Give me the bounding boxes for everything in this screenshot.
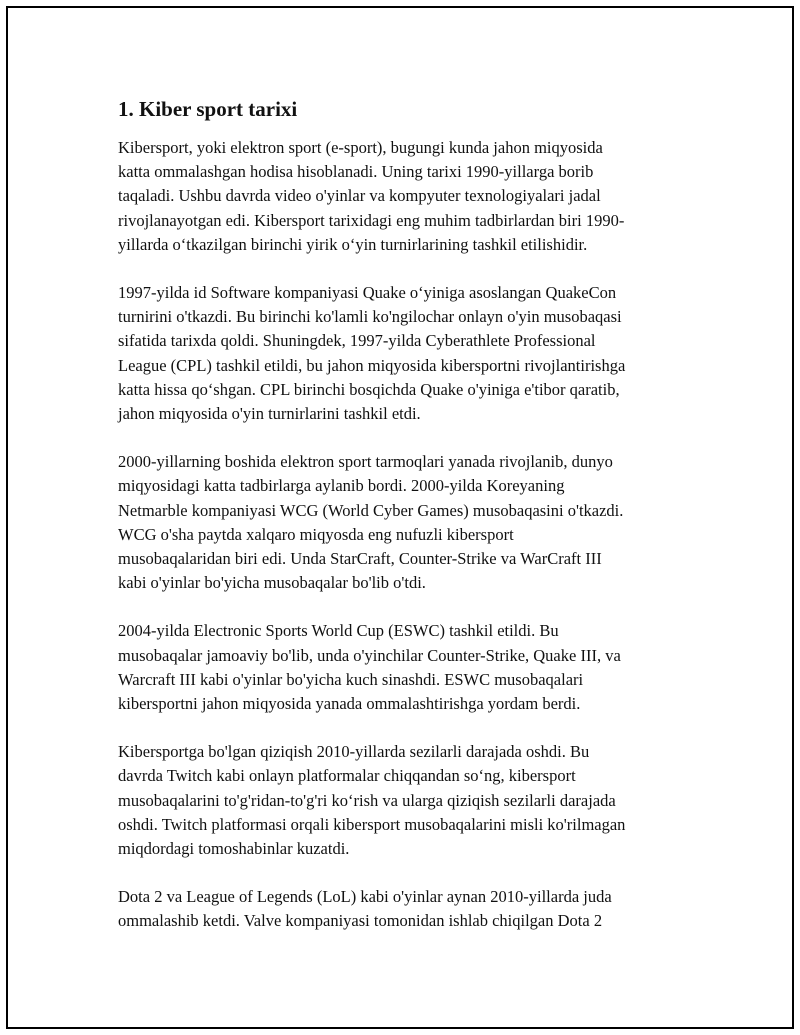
text-line: katta hissa qo‘shgan. CPL birinchi bosqichda Quake o'yiniga e'tibor qaratib, — [118, 379, 620, 399]
text-line: Netmarble kompaniyasi WCG (World Cyber Games) musobaqasini o'tkazdi. — [118, 500, 624, 520]
text-line: Kibersport, yoki elektron sport (e-sport), bugungi kunda jahon miqyosida — [118, 138, 603, 157]
text-line: 2004-yilda Electronic Sports World Cup (ESWC) tashkil etildi. Bu — [118, 621, 559, 641]
text-line: yillarda o‘tkazilgan birinchi yirik o‘yin turnirlarining tashkil etilishidir. — [118, 234, 588, 254]
document-content — [118, 96, 698, 958]
text-line: kabi o'yinlar bo'yicha musobaqalar bo'lib o'tdi. — [118, 573, 426, 593]
paragraph — [118, 136, 698, 257]
text-line: League (CPL) tashkil etildi, bu jahon miqyosida kibersportni rivojlantirishga — [118, 355, 626, 375]
text-line: davrda Twitch kabi onlayn platformalar chiqqandan so‘ng, kibersport — [118, 766, 576, 786]
text-line: kibersportni jahon miqyosida yanada ommalashtirishga yordam berdi. — [118, 694, 581, 714]
text-line: miqdordagi tomoshabinlar kuzatdi. — [118, 839, 350, 859]
text-line: ommalashib ketdi. Valve kompaniyasi tomonidan ishlab chiqilgan Dota 2 — [118, 911, 603, 931]
text-line: jahon miqyosida o'yin turnirlarini tashkil etdi. — [118, 404, 421, 424]
text-line: sifatida tarixda qoldi. Shuningdek, 1997-yilda Cyberathlete Professional — [118, 331, 596, 351]
paragraph — [118, 281, 698, 426]
text-line: katta ommalashgan hodisa hisoblanadi. Uning tarixi 1990-yillarga borib — [118, 162, 594, 182]
text-line: Warcraft III kabi o'yinlar bo'yicha kuch sinashdi. ESWC musobaqalari — [118, 669, 584, 689]
text-line: Dota 2 va League of Legends (LoL) kabi o'yinlar aynan 2010-yillarda juda — [118, 887, 612, 907]
paragraph — [118, 740, 698, 861]
section-title: 1. Kiber sport tarixi — [118, 97, 298, 121]
text-line: oshdi. Twitch platformasi orqali kibersport musobaqalarini misli ko'rilmagan — [118, 814, 626, 834]
paragraph — [118, 450, 698, 595]
text-line: musobaqalarini to'g'ridan-to'g'ri ko‘rish va ularga qiziqish sezilarli darajada — [118, 790, 616, 810]
paragraph-list — [118, 136, 698, 934]
text-line: turnirini o'tkazdi. Bu birinchi ko'lamli ko'ngilochar onlayn o'yin musobaqasi — [118, 307, 622, 327]
text-line: 1997-yilda id Software kompaniyasi Quake o‘yiniga asoslangan QuakeCon — [118, 283, 617, 303]
text-line: musobaqalaridan biri edi. Unda StarCraft, Counter-Strike va WarCraft III — [118, 549, 602, 569]
paragraph — [118, 619, 698, 716]
text-line: 2000-yillarning boshida elektron sport tarmoqlari yanada rivojlanib, dunyo — [118, 452, 613, 472]
text-line: miqyosidagi katta tadbirlarga aylanib bordi. 2000-yilda Koreyaning — [118, 476, 565, 496]
text-line: WCG o'sha paytda xalqaro miqyosda eng nufuzli kibersport — [118, 524, 514, 544]
text-line: rivojlanayotgan edi. Kibersport tarixidagi eng muhim tadbirlardan biri 1990- — [118, 210, 625, 230]
text-line: taqaladi. Ushbu davrda video o'yinlar va kompyuter texnologiyalari jadal — [118, 186, 601, 206]
paragraph — [118, 885, 698, 933]
document-page — [6, 6, 794, 1029]
text-line: Kibersportga bo'lgan qiziqish 2010-yillarda sezilarli darajada oshdi. Bu — [118, 742, 590, 762]
text-line: musobaqalar jamoaviy bo'lib, unda o'yinchilar Counter-Strike, Quake III, va — [118, 645, 621, 665]
